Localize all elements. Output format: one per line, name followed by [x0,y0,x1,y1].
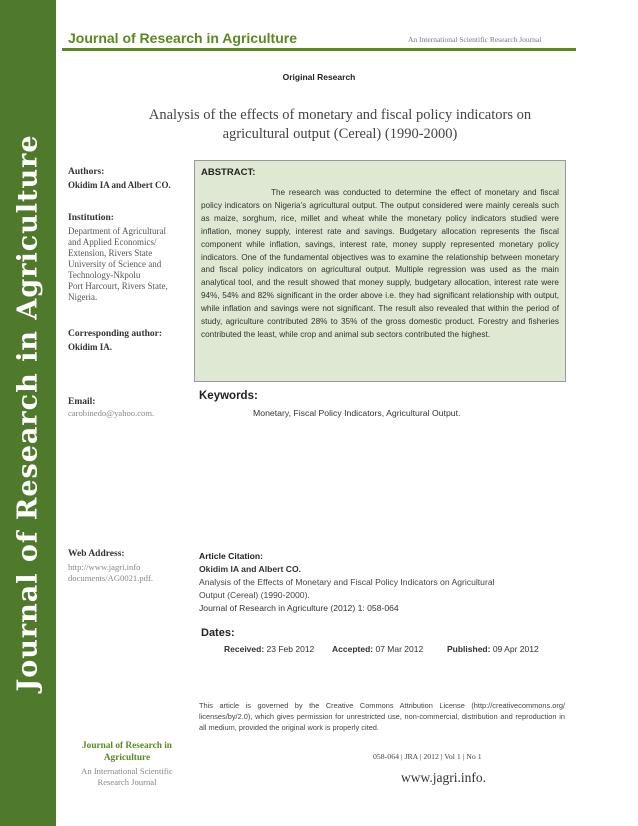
email-label: Email: [68,397,96,407]
date-received [224,644,314,654]
article-title-line: Analysis of the effects of monetary and fiscal policy indicators on [148,107,532,123]
date-accepted-label: Accepted: [332,644,374,654]
corresponding-label: Corresponding author: [68,329,163,339]
dates-heading: Dates: [201,627,235,639]
date-published-value: 09 Apr 2012 [492,644,539,654]
journal-sidebar [0,0,56,826]
abstract-heading: ABSTRACT: [201,167,256,178]
institution-line: Port Harcourt, Rivers State, [68,281,168,291]
web-address-link[interactable] [68,562,153,584]
institution-value [68,226,168,303]
abstract-box [194,160,566,382]
sidebar-journal-name: Journal of Research in Agriculture [12,134,44,692]
date-received-value: 23 Feb 2012 [266,644,315,654]
institution-line: Technology-Nkpolu [68,270,141,280]
date-published [447,644,539,654]
citation-line: Journal of Research in Agriculture (2012) 1: 058-064 [199,603,399,613]
footer-journal-line: Journal of Research in [82,741,172,751]
citation-authors: Okidim IA and Albert CO. [199,564,302,574]
footer-journal-line: Agriculture [103,753,151,763]
footer-sub-line: Research Journal [97,777,157,787]
email-link[interactable]: carobinedo@yahoo.com. [68,408,155,418]
institution-line: Department of Agricultural [68,226,166,236]
journal-subtitle: An International Scientific Research Journal [408,35,542,44]
footer-reference: 058-064 | JRA | 2012 | Vol 1 | No 1 [373,752,482,761]
section-label: Original Research [282,72,356,82]
footer-url-link[interactable]: www.jagri.info. [401,770,486,785]
abstract-text: The research was conducted to determine the effect of monetary and fiscal policy indicators on Nigeria’s agricultural output. The output considered were mainly cereals such as maize, sorghum, rice, millet and wheat while the monetary policy indicators studied were inflation, money supply, interest rate and savings. Budgetary allocation represents the fiscal component while inflation, savings, interest rate, money supply represented monetary policy indicators. One of the fundamental objectives was to examine the relationship between monetary and fiscal policy indicators on agricultural output. Multiple regression was used as the main analytical tool, and the result showed that money supply, budgetary allocation, interest rate were 94%, 54% and 82% significant in the order above i.e. they had significant relationship with output, while inflation and savings were not significant. The result also revealed that within the period of study, agriculture contributed 28% to 35% of the gross domestic product. Forestry and fisheries contributed the least, while crop and animal sub sectors contributed the highest. [201,188,559,339]
date-received-label: Received: [224,644,265,654]
citation-line: Output (Cereal) (1990-2000). [199,590,310,600]
keywords-heading: Keywords: [199,390,258,402]
journal-title: Journal of Research in Agriculture [68,30,297,46]
article-title-line: agricultural output (Cereal) (1990-2000) [222,126,458,142]
institution-line: Extension, Rivers State [68,248,153,258]
institution-line: Nigeria. [68,292,98,302]
web-address-label: Web Address: [68,549,125,559]
keywords-text: Monetary, Fiscal Policy Indicators, Agricultural Output. [253,408,461,418]
web-address-line: documents/AG0021.pdf. [68,573,153,583]
header-rule [62,48,576,51]
authors-label: Authors: [68,167,105,177]
footer-journal-name [62,740,192,764]
institution-label: Institution: [68,213,114,223]
article-title [80,106,600,144]
authors-value: Okidim IA and Albert CO. [68,180,171,190]
date-published-label: Published: [447,644,491,654]
license-text: This article is governed by the Creative Commons Attribution License (http://creativecommons.org/ licenses/by/2.0), which gives permission for unrestricted use, non-commercial, distribution and reproduction in all medium, provided the original work is properly cited. [199,701,565,732]
institution-line: University of Science and [68,259,162,269]
corresponding-value: Okidim IA. [68,342,113,352]
institution-line: and Applied Economics/ [68,237,157,247]
citation-line: Analysis of the Effects of Monetary and Fiscal Policy Indicators on Agricultural [199,577,495,587]
web-address-line: http://www.jagri.info [68,562,141,572]
footer-sub-line: An International Scientific [81,766,173,776]
citation-heading: Article Citation: [199,551,263,561]
date-accepted-value: 07 Mar 2012 [375,644,424,654]
date-accepted [332,644,423,654]
footer-journal-subtitle [62,766,192,788]
